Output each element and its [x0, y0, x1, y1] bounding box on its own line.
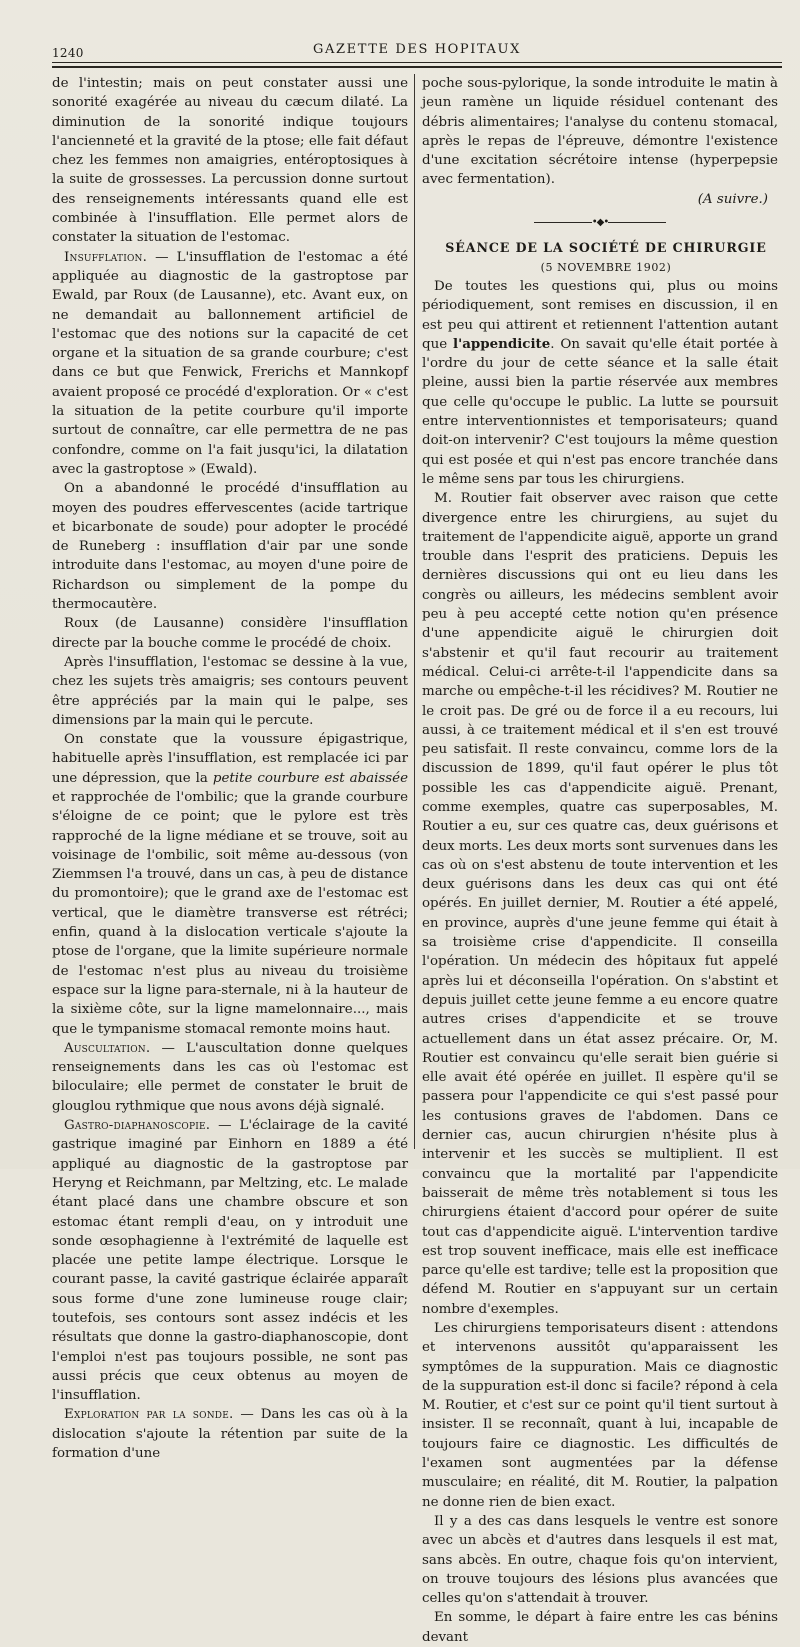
paragraph-text: . On savait qu'elle était portée à l'ordre du jour de cette séance et la salle était pleine, aussi bien la partie réservée aux membres que celle qu'occupe le public. La lutte se poursuit entre interventionnistes et temporisateurs; quand doit-on intervenir? C'est toujours la même question qui est posée et qui n'est pas encore tranchée dans le même sens par tous les chirurgiens.	[422, 336, 778, 487]
paragraph-text: — L'éclairage de la cavité gastrique imaginé par Einhorn en 1889 a été appliqué au diagnostic de la gastroptose par Heryng et Reichmann, par Meltzing, etc. Le malade étant placé dans une chambre obscure et son estomac étant rempli d'eau, on y introduit une sonde œsophagienne à l'extrémité de laquelle est placée une petite lampe électrique. Lorsque le courant passe, la cavité gastrique éclairée apparaît sous forme d'une zone lumineuse rouge clair; toutefois, ses contours sont assez indécis et les résultats que donne la gastro-diaphanoscopie, dont l'emploi n'est pas toujours possible, ne sont pas aussi précis que ceux obtenus au moyen de l'insufflation.	[52, 1118, 408, 1404]
header-rule-thin	[52, 62, 782, 63]
emphasis-text: petite courbure est abaissée	[212, 770, 408, 786]
column-divider	[414, 74, 415, 1149]
paragraph-text: — L'auscultation donne quelques renseignements dans les cas où l'estomac est biloculaire; elle permet de constater le bruit de glouglou rythmique que nous avons déjà signalé.	[52, 1040, 408, 1114]
paragraph-text: et rapprochée de l'ombilic; que la grande courbure s'éloigne de ce point; que le pylore est très rapproché de la ligne médiane et se trouve, soit au voisinage de l'ombilic, soit même au-dessous (von Ziemmsen l'a trouvé, dans un cas, à peu de distance du promontoire); que le grand axe de l'estomac est vertical, que le diamètre transverse est rétréci; enfin, quand à la dislocation verticale s'ajoute la ptose de l'organe, que la limite supérieure normale de l'estomac n'est plus au niveau du troisième espace sur la ligne para-sternale, ni à la hauteur de la sixième côte, sur la ligne mamelonnaire..., mais que le tympanisme stomacal remonte moins haut.	[52, 789, 408, 1037]
page-header	[52, 34, 782, 64]
bold-term: l'appendicite	[453, 335, 551, 352]
running-title: GAZETTE DES HOPITAUX	[313, 42, 521, 57]
paragraph: poche sous-pylorique, la sonde introduite le matin à jeun ramène un liquide résiduel contenant des débris alimentaires; l'analyse du contenu stomacal, après le repas de l'épreuve, démontre l'existence d'une excitation sécrétoire intense (hyperpepsie avec fermentation).	[422, 76, 778, 188]
paragraph-text: De toutes les questions qui, plus ou moins périodiquement, sont remises en discussion, il en est peu qui attirent et retiennent l'attention autant que	[422, 278, 778, 352]
paragraph: Il y a des cas dans lesquels le ventre est sonore avec un abcès et d'autres dans lesquels il est mat, sans abcès. En outre, chaque fois qu'on intervient, on trouve toujours des lésions plus avancées que celles qu'on s'attendait à trouver.	[422, 1513, 778, 1607]
header-rule-thick	[52, 66, 782, 68]
paragraph-text: — L'insufflation de l'estomac a été appliquée au diagnostic de la gastroptose par Ewald, par Roux (de Lausanne), etc. Avant eux, on ne demandait au ballonnement artificiel de l'estomac que des notions sur la capacité de cet organe et la situation de sa grande courbure; c'est dans ce but que Fenwick, Frerichs et Mannkopf avaient proposé ce procédé d'exploration. Or « c'est la situation de la petite courbure qu'il importe surtout de connaître, car elle permettra de ne pas confondre, comme on l'a fait jusqu'ici, la dilatation avec la gastroptose » (Ewald).	[52, 249, 408, 477]
section-separator-ornament: •◆•	[422, 213, 778, 232]
paragraph-gastro-diaphanoscopie	[52, 1116, 408, 1405]
paragraph-heading: Exploration par la sonde.	[64, 1407, 234, 1423]
paragraph: En somme, le départ à faire entre les cas bénins devant	[422, 1610, 778, 1645]
paragraph-heading: Gastro-diaphanoscopie.	[64, 1118, 211, 1134]
paragraph: Les chirurgiens temporisateurs disent : attendons et intervenons aussitôt qu'apparaissent les symptômes de la suppuration. Mais ce diagnostic de la suppuration est-il donc si facile? répond à cela M. Routier, et c'est sur ce point qu'il tient surtout à insister. Il se reconnaît, quant à lui, incapable de toujours faire ce diagnostic. Les difficultés de l'examen sont augmentées par la défense musculaire; en réalité, dit M. Routier, la palpation ne donne rien de bien exact.	[422, 1321, 778, 1510]
section-date: (5 NOVEMBRE 1902)	[540, 260, 672, 274]
paragraph: Après l'insufflation, l'estomac se dessine à la vue, chez les sujets très amaigris; ses contours peuvent être appréciés par la main qui le palpe, ses dimensions par la main qui le percute.	[52, 654, 408, 728]
paragraph: Roux (de Lausanne) considère l'insufflation directe par la bouche comme le procédé de choix.	[52, 616, 408, 651]
paragraph-exploration-sonde	[52, 1405, 408, 1463]
paragraph-heading: Insufflation.	[64, 249, 148, 265]
right-column	[422, 74, 778, 1647]
paragraph-auscultation	[52, 1039, 408, 1116]
paragraph: de l'intestin; mais on peut constater aussi une sonorité exagérée au niveau du cæcum dilaté. La diminution de la sonorité indique toujours l'ancienneté et la gravité de la ptose; elle fait défaut chez les femmes non amaigries, entéroptosiques à la suite de grossesses. La percussion donne surtout des renseignements intéressants quand elle est combinée à l'insufflation. Elle permet alors de constater la situation de l'estomac.	[52, 76, 408, 246]
section-title: SÉANCE DE LA SOCIÉTÉ DE CHIRURGIE	[445, 240, 767, 256]
to-be-continued-note: (A suivre.)	[697, 191, 768, 207]
paragraph-appendicite	[422, 277, 778, 489]
paragraph: M. Routier fait observer avec raison que cette divergence entre les chirurgiens, au sujet du traitement de l'appendicite aiguë, apporte un grand trouble dans l'esprit des praticiens. Depuis les dernières discussions qui ont eu lieu dans les congrès ou ailleurs, les médecins semblent avoir peu à peu accepté cette notion qu'en présence d'une appendicite aiguë le chirurgien doit s'abstenir et qu'il faut recourir au traitement médical. Celui-ci arrête-t-il l'appendicite dans sa marche ou empêche-t-il les récidives? M. Routier ne le croit pas. De gré ou de force il a eu recours, lui aussi, à ce traitement médical et il s'en est trouvé peu satisfait. Il reste convaincu, comme lors de la discussion de 1899, qu'il faut opérer le plus tôt possible les cas d'appendicite aiguë. Prenant, comme exemples, quatre cas superposables, M. Routier a eu, sur ces quatre cas, deux guérisons et deux morts. Les deux morts sont survenues dans les cas où on s'est abstenu de toute intervention et les deux guérisons dans les deux cas qui ont été opérés. En juillet dernier, M. Routier a été appelé, en province, auprès d'une jeune femme qui était à sa troisième crise d'appendicite. Il conseilla l'opération. Un médecin des hôpitaux fut appelé après lui et déconseilla l'opération. On s'abstint et depuis juillet cette jeune femme a eu encore quatre autres crises d'appendicite et se trouve actuellement dans un état assez précaire. Or, M. Routier est convaincu qu'elle serait bien guérie si elle avait été opérée en juillet. Il espère qu'il se passera pour l'appendicite ce qui s'est passé pour les contusions graves de l'abdomen. Dans ce dernier cas, aucun chirurgien n'hésite plus à intervenir et les succès se multiplient. Il est convaincu que la mortalité par l'appendicite baisserait de même très notablement si tous les chirurgiens étaient d'accord pour opérer de suite tout cas d'appendicite aiguë. L'intervention tardive est trop souvent inefficace, mais elle est inefficace parce qu'elle est tardive; telle est la proposition que défend M. Routier en s'appuyant sur un certain nombre d'exemples.	[422, 491, 778, 1317]
paragraph-petite-courbure	[52, 730, 408, 1039]
paragraph-text: — Dans les cas où à la dislocation s'ajoute la rétention par suite de la formation d'une	[52, 1407, 408, 1462]
page-number: 1240	[52, 46, 84, 60]
paragraph-heading: Auscultation.	[64, 1040, 151, 1056]
paragraph: On a abandonné le procédé d'insufflation au moyen des poudres effervescentes (acide tartrique et bicarbonate de soude) pour adopter le procédé de Runeberg : insufflation d'air par une sonde introduite dans l'estomac, au moyen d'une poire de Richardson ou simplement de la pompe du thermocautère.	[52, 481, 408, 613]
left-column	[52, 74, 408, 1463]
paragraph-text: On constate que la voussure épigastrique, habituelle après l'insufflation, est remplacée ici par une dépression, que la	[52, 732, 408, 786]
paragraph-insufflation	[52, 248, 408, 480]
